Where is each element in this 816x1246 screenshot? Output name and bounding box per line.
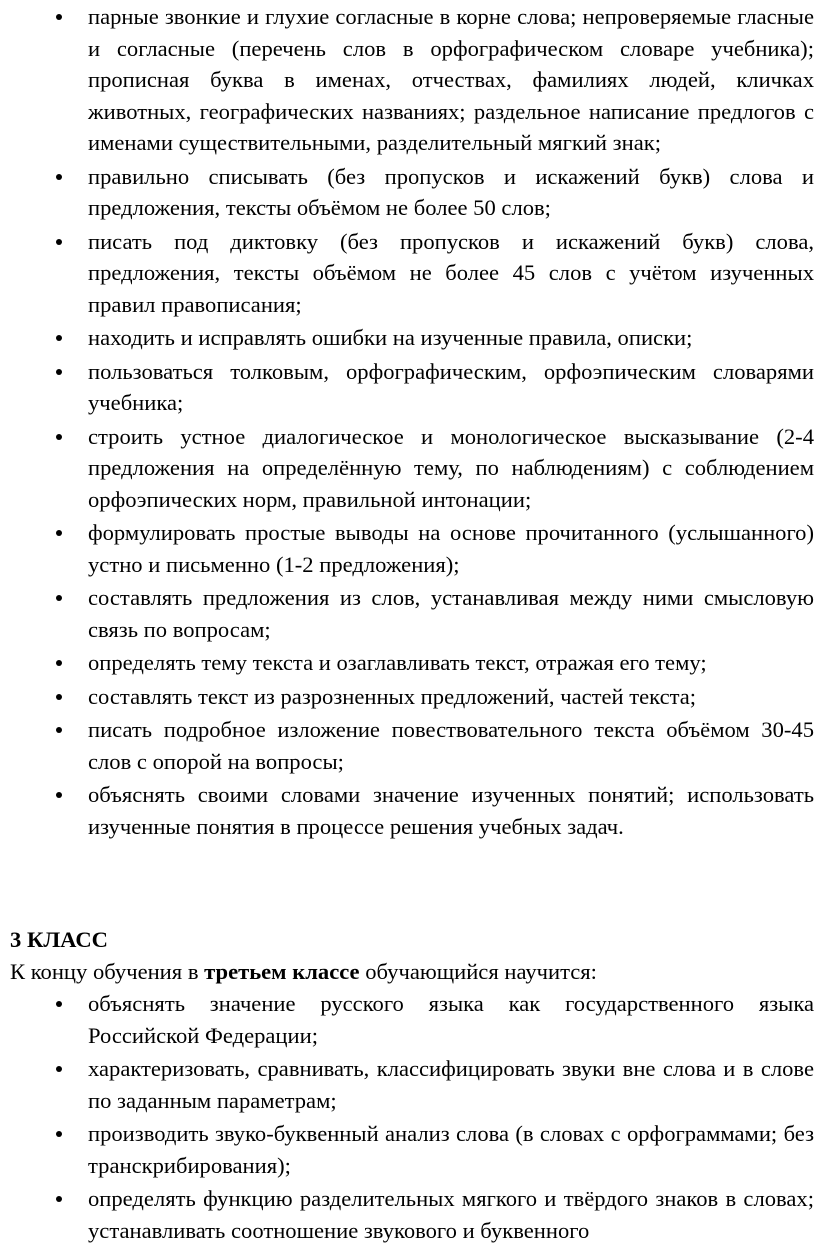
bullet-icon <box>56 660 62 666</box>
bullet-icon <box>56 369 62 375</box>
section-heading: 3 КЛАСС <box>10 927 108 952</box>
list-item <box>0 582 814 645</box>
bullet-icon <box>56 14 62 20</box>
list-item <box>0 647 814 679</box>
list-item-text: объяснять значение русского языка как государственного языка Российской Федерации; <box>88 991 814 1048</box>
intro-text-end: обучающийся научится: <box>359 959 597 984</box>
intro-text-bold: третьем классе <box>204 959 360 984</box>
bullet-icon <box>56 1131 62 1137</box>
list-item-text: писать под диктовку (без пропусков и искажений букв) слова, предложения, тексты объёмом не более 45 слов с учётом изученных правил правописания; <box>88 228 814 317</box>
list-item <box>0 1118 814 1181</box>
list-item-text: строить устное диалогическое и монологическое высказывание (2-4 предложения на определённую тему, по наблюдениям) с соблюдением орфоэпических норм, правильной интонации; <box>88 423 814 512</box>
bullet-icon <box>56 1196 62 1202</box>
list-item-text: определять тему текста и озаглавливать текст, отражая его тему; <box>88 650 707 675</box>
list-item-text: парные звонкие и глухие согласные в корне слова; непроверяемые гласные и согласные (перечень слов в орфографическом словаре учебника); прописная буква в именах, отчествах, фамилиях людей, кличках животных, географических названиях; раздельное написание предлогов с именами существительными, разделительный мягкий знак; <box>88 4 814 155</box>
list-item <box>0 681 814 713</box>
list-item-text: производить звуко-буквенный анализ слова (в словах с орфограммами; без транскрибирования); <box>88 1121 814 1178</box>
list-item <box>0 1183 814 1246</box>
bullet-icon <box>56 694 62 700</box>
list-item <box>0 1053 814 1116</box>
list-item-text: формулировать простые выводы на основе прочитанного (услышанного) устно и письменно (1-2 предложения); <box>88 520 814 577</box>
list-item-text: определять функцию разделительных мягкого и твёрдого знаков в словах; устанавливать соотношение звукового и буквенного <box>88 1186 814 1243</box>
list-item <box>0 322 814 354</box>
list-item <box>0 421 814 516</box>
bullet-icon <box>56 530 62 536</box>
bullet-icon <box>56 434 62 440</box>
list-item <box>0 356 814 419</box>
list-item-text: правильно списывать (без пропусков и искажений букв) слова и предложения, тексты объёмом не более 50 слов; <box>88 163 814 220</box>
intro-text-start: К концу обучения в <box>10 959 205 984</box>
list-item-text: пользоваться толковым, орфографическим, орфоэпическим словарями учебника; <box>88 358 814 415</box>
bullet-icon <box>56 595 62 601</box>
bullet-icon <box>56 174 62 180</box>
bullet-icon <box>56 335 62 341</box>
list-item <box>0 517 814 580</box>
requirements-list-grade-2 <box>0 1 814 842</box>
requirements-list-grade-3 <box>0 988 814 1246</box>
list-item-text: находить и исправлять ошибки на изученные правила, описки; <box>88 325 693 350</box>
list-item <box>0 226 814 321</box>
list-item <box>0 779 814 842</box>
list-item <box>0 1 814 159</box>
section-intro <box>10 956 597 988</box>
bullet-icon <box>56 239 62 245</box>
bullet-icon <box>56 727 62 733</box>
bullet-icon <box>56 1066 62 1072</box>
list-item-text: объяснять своими словами значение изученных понятий; использовать изученные понятия в процессе решения учебных задач. <box>88 782 814 839</box>
list-item-text: писать подробное изложение повествовательного текста объёмом 30-45 слов с опорой на вопросы; <box>88 717 814 774</box>
bullet-icon <box>56 792 62 798</box>
list-item <box>0 161 814 224</box>
list-item-text: составлять предложения из слов, устанавливая между ними смысловую связь по вопросам; <box>88 585 814 642</box>
list-item <box>0 714 814 777</box>
list-item-text: характеризовать, сравнивать, классифицировать звуки вне слова и в слове по заданным параметрам; <box>88 1056 814 1113</box>
bullet-icon <box>56 1001 62 1007</box>
list-item <box>0 988 814 1051</box>
list-item-text: составлять текст из разрозненных предложений, частей текста; <box>88 683 697 709</box>
